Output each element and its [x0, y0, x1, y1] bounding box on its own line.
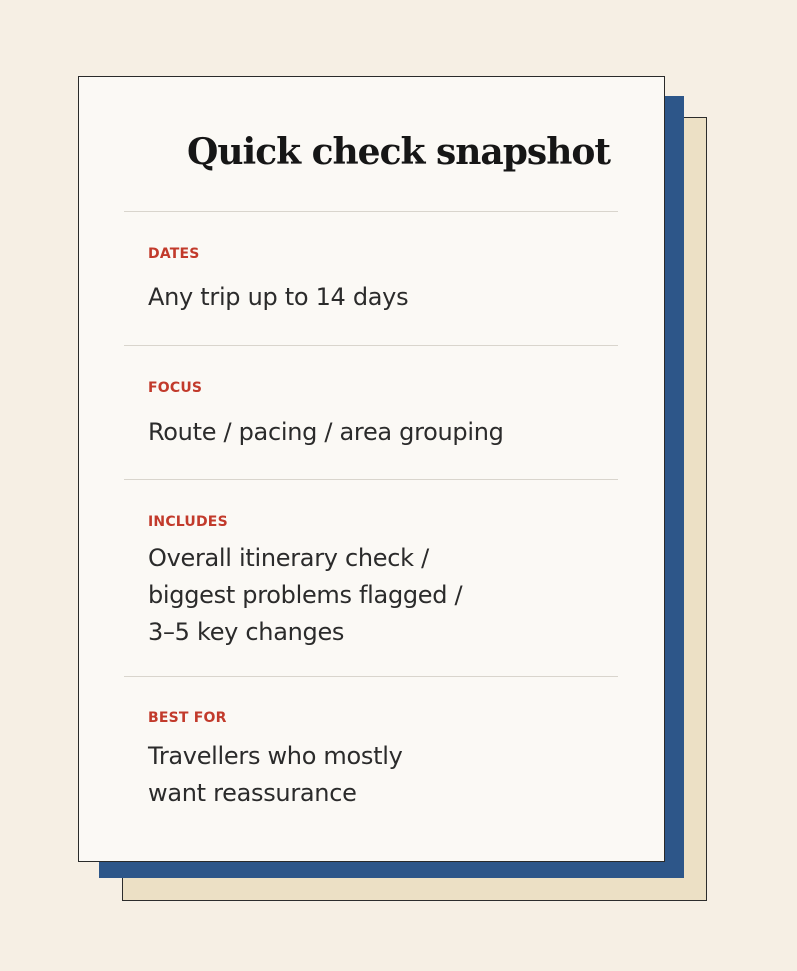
section-value-line: want reassurance [148, 779, 357, 807]
section-value-line: Travellers who mostly [148, 742, 403, 770]
section-value-line: Route / pacing / area grouping [148, 418, 504, 446]
divider [124, 345, 618, 346]
section-label-focus: FOCUS [148, 380, 203, 396]
section-label-includes: INCLUDES [148, 514, 228, 530]
section-value-focus [148, 414, 504, 451]
divider [124, 676, 618, 677]
card-title: Quick check snapshot [186, 131, 611, 173]
section-value-line: 3–5 key changes [148, 618, 345, 646]
divider [124, 211, 618, 212]
section-value-line: biggest problems flagged / [148, 581, 463, 609]
section-label-dates: DATES [148, 246, 200, 262]
section-value-includes [148, 540, 462, 651]
section-value-dates [148, 279, 408, 316]
section-label-best-for: BEST FOR [148, 710, 227, 726]
section-value-best-for [148, 738, 402, 812]
divider [124, 479, 618, 480]
section-value-line: Any trip up to 14 days [148, 283, 409, 311]
section-value-line: Overall itinerary check / [148, 544, 429, 572]
